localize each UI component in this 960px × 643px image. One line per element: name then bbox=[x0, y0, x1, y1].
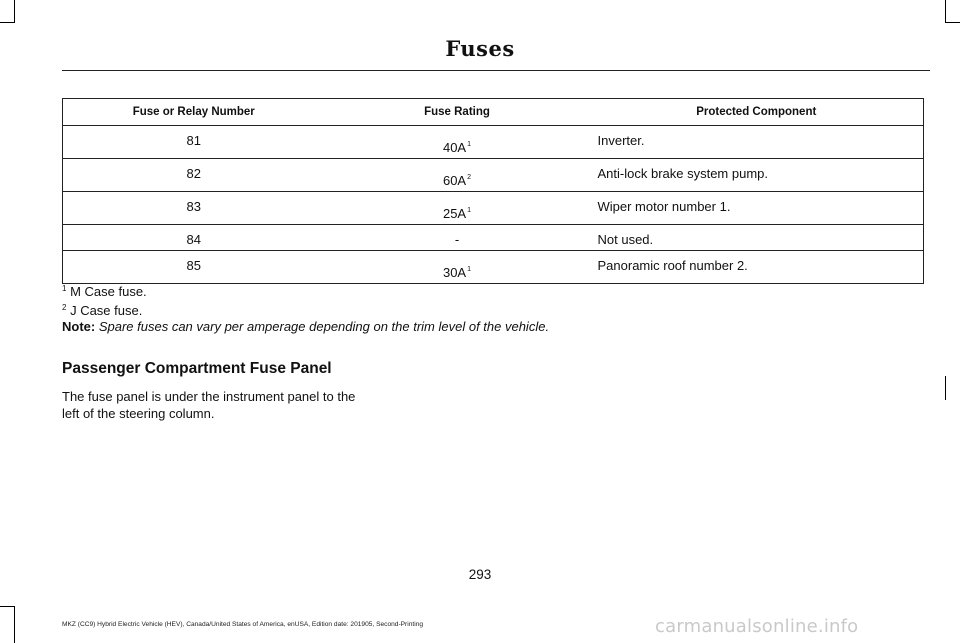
fuse-number: 83 bbox=[63, 192, 325, 225]
table-row bbox=[63, 126, 924, 159]
page-number: 293 bbox=[468, 567, 492, 582]
fuse-rating: - bbox=[454, 232, 460, 247]
note bbox=[62, 319, 549, 334]
fuse-table bbox=[62, 98, 924, 284]
table-row bbox=[63, 192, 924, 225]
fuse-rating-cell bbox=[325, 192, 590, 225]
fuse-rating-cell bbox=[325, 225, 590, 251]
crop-mark-right-mid bbox=[945, 376, 946, 400]
fuse-rating: 60A bbox=[442, 173, 467, 188]
protected-component: Not used. bbox=[590, 225, 924, 251]
crop-mark-top-left-v bbox=[14, 0, 15, 22]
note-label: Note: bbox=[62, 319, 96, 334]
fuse-number: 81 bbox=[63, 126, 325, 159]
fuse-rating: 25A bbox=[442, 206, 467, 221]
footnote-mark: 1 bbox=[467, 266, 472, 273]
fuse-rating: 30A bbox=[442, 265, 467, 280]
table-row bbox=[63, 225, 924, 251]
section-heading: Passenger Compartment Fuse Panel bbox=[62, 360, 332, 377]
crop-mark-top-right-v bbox=[945, 0, 946, 22]
column-header-rating: Fuse Rating bbox=[325, 99, 590, 126]
note-text: Spare fuses can vary per amperage depending on the trim level of the vehicle. bbox=[98, 319, 550, 334]
fuse-rating-cell bbox=[325, 251, 590, 284]
protected-component: Inverter. bbox=[590, 126, 924, 159]
footnote-marker: 1 bbox=[62, 284, 67, 293]
protected-component: Anti-lock brake system pump. bbox=[590, 159, 924, 192]
section-paragraph: The fuse panel is under the instrument panel to the left of the steering column. bbox=[62, 389, 356, 421]
fuse-number: 82 bbox=[63, 159, 325, 192]
table-row bbox=[63, 251, 924, 284]
fuse-rating-cell bbox=[325, 159, 590, 192]
footnote-mark: 2 bbox=[467, 174, 472, 181]
fuse-number: 85 bbox=[63, 251, 325, 284]
table-header-row bbox=[63, 99, 924, 126]
footnote-2 bbox=[62, 303, 142, 318]
footnote-marker: 2 bbox=[62, 303, 67, 312]
footnote-text: M Case fuse. bbox=[70, 284, 147, 299]
fuse-rating-cell bbox=[325, 126, 590, 159]
crop-mark-bottom-left-h bbox=[0, 606, 15, 607]
footnote-text: J Case fuse. bbox=[70, 303, 143, 318]
crop-mark-top-right-h bbox=[945, 22, 960, 23]
table-row bbox=[63, 159, 924, 192]
crop-mark-bottom-left-v bbox=[14, 606, 15, 643]
page-title: Fuses bbox=[445, 36, 515, 61]
column-header-number: Fuse or Relay Number bbox=[63, 99, 325, 126]
protected-component: Panoramic roof number 2. bbox=[590, 251, 924, 284]
footnote-1 bbox=[62, 284, 147, 299]
fuse-rating: 40A bbox=[442, 140, 467, 155]
protected-component: Wiper motor number 1. bbox=[590, 192, 924, 225]
column-header-component: Protected Component bbox=[590, 99, 924, 126]
header-divider bbox=[62, 70, 930, 71]
fuse-number: 84 bbox=[63, 225, 325, 251]
footnote-mark: 1 bbox=[467, 207, 472, 214]
footnote-mark: 1 bbox=[467, 141, 472, 148]
watermark: carmanualsonline.info bbox=[655, 616, 859, 637]
crop-mark-top-left-h bbox=[0, 22, 15, 23]
edition-line: MKZ (CC9) Hybrid Electric Vehicle (HEV), Canada/United States of America, enUSA, Edition date: 201905, Second-Printing bbox=[62, 621, 423, 628]
